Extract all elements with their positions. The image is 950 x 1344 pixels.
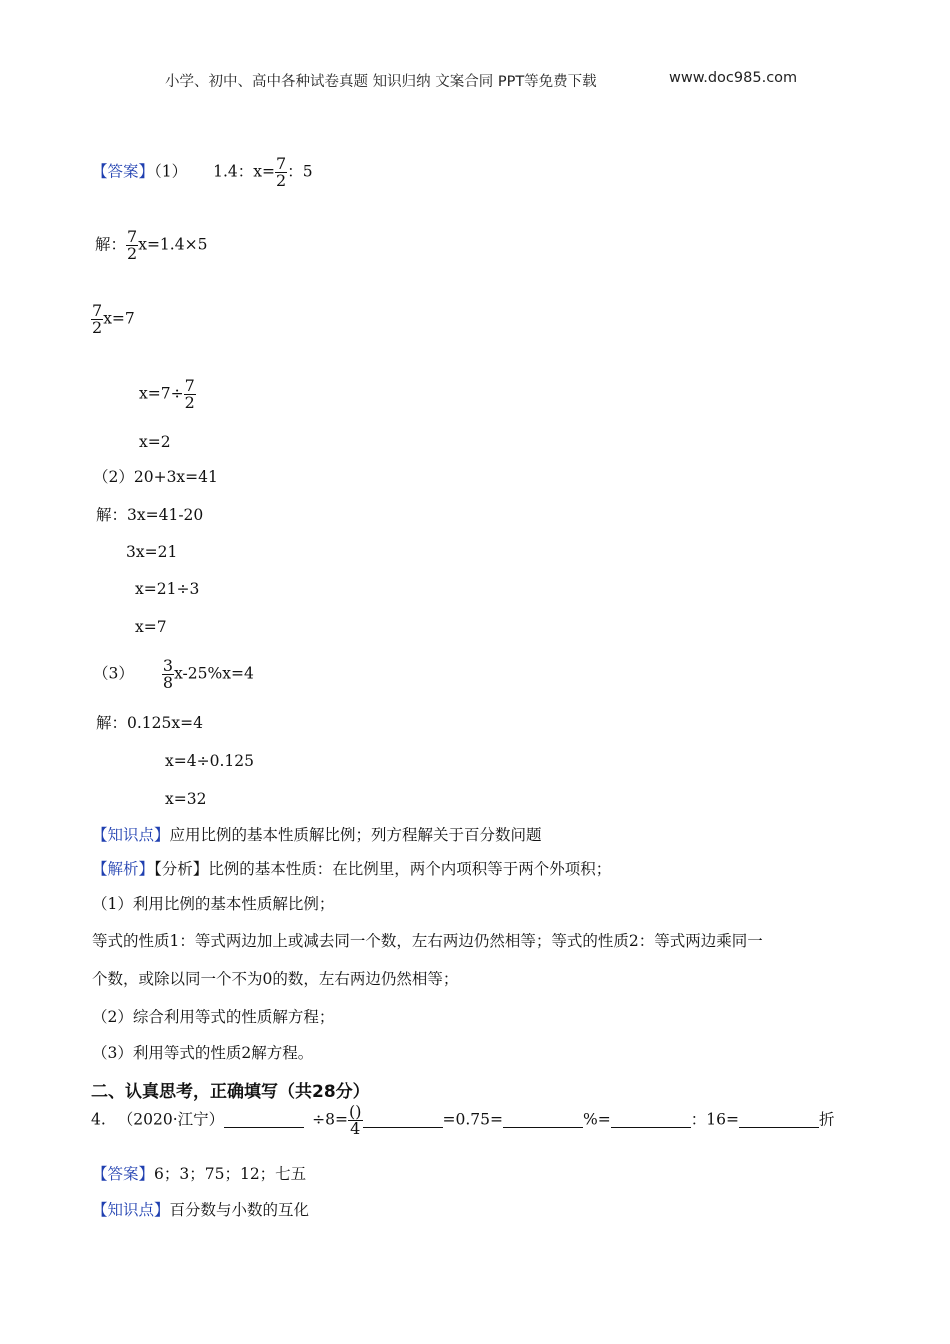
- fraction: $\frac{7}{2}$: [127, 227, 138, 263]
- question-number: 4.: [91, 1110, 106, 1129]
- solution-line: x=32: [165, 790, 207, 808]
- analysis-line: 【解析】【分析】比例的基本性质：在比例里，两个内项积等于两个外项积；: [92, 860, 612, 878]
- header-text: 小学、初中、高中各种试卷真题 知识归纳 文案合同 PPT等免费下载: [165, 74, 597, 90]
- solution-line: 解：3x=41-20: [96, 506, 204, 524]
- analysis-text: （2）综合利用等式的性质解方程；: [92, 1008, 335, 1026]
- fraction: $\frac{7}{2}$: [92, 301, 103, 337]
- analysis-text: 等式的性质1：等式两边加上或减去同一个数，左右两边仍然相等；等式的性质2：等式两边乘同一: [92, 932, 763, 950]
- solution-line: x=4÷0.125: [165, 752, 254, 770]
- knowledge-4-line: 【知识点】百分数与小数的互化: [92, 1201, 310, 1219]
- analysis-text: （1）利用比例的基本性质解比例；: [92, 895, 335, 913]
- analysis-text: （3）利用等式的性质2解方程。: [92, 1044, 314, 1062]
- knowledge-line: 【知识点】应用比例的基本性质解比例；列方程解关于百分数问题: [92, 826, 542, 844]
- answer-blank[interactable]: [363, 1111, 443, 1128]
- answer-blank[interactable]: [503, 1111, 583, 1128]
- answer-part1-line: [92, 156, 313, 189]
- fraction: $\frac{7}{2}$: [184, 376, 195, 412]
- answer-tag: 【答案】: [92, 1165, 155, 1183]
- answer-tag: 【答案】: [92, 162, 155, 181]
- solution-line: x=21÷3: [135, 580, 200, 598]
- equation-text: 1.4：x=: [213, 162, 276, 181]
- fraction: $\frac{7}{2}$: [276, 154, 287, 190]
- equation-line: （3） $\frac{3}{8}$ x-25%x=4: [93, 656, 254, 692]
- analysis-text: 个数，或除以同一个不为0的数，左右两边仍然相等；: [92, 970, 459, 988]
- answer-blank[interactable]: [611, 1111, 691, 1128]
- question-source: （2020·江宁）: [117, 1110, 225, 1129]
- equation-line: （2）20+3x=41: [93, 468, 218, 486]
- section-title: 二、认真思考，正确填写（共28分）: [91, 1082, 370, 1102]
- knowledge-tag: 【知识点】: [92, 1201, 170, 1219]
- solution-line: x=7: [135, 618, 167, 636]
- header-banner: [165, 70, 597, 91]
- answer-4-line: 【答案】6；3；75；12；七五: [92, 1165, 307, 1183]
- header-url: www.doc985.com: [669, 70, 798, 86]
- solution-line: 3x=21: [126, 543, 178, 561]
- solution-line: 解：0.125x=4: [96, 714, 203, 732]
- answer-blank[interactable]: [739, 1111, 819, 1128]
- answer-blank[interactable]: [224, 1111, 304, 1128]
- solution-line: 解： $\frac{7}{2}$ x=1.4×5: [95, 227, 208, 263]
- analysis-tag: 【解析】: [92, 860, 155, 878]
- solution-line: x=7÷ $\frac{7}{2}$: [139, 376, 195, 412]
- equation-text: ：5: [287, 162, 313, 181]
- analysis-sub-tag: 【分析】: [154, 860, 209, 878]
- part-label: （1）: [154, 162, 188, 181]
- solution-line: x=2: [139, 433, 171, 451]
- question-4: 4. （2020·江宁） ÷8= $\frac{()}{4}$ =0.75= %= ：16= 折: [91, 1102, 835, 1138]
- fraction: $\frac{()}{4}$: [349, 1102, 362, 1138]
- solution-line: $\frac{7}{2}$ x=7: [92, 301, 135, 337]
- fraction: $\frac{3}{8}$: [162, 656, 174, 692]
- knowledge-tag: 【知识点】: [92, 826, 170, 844]
